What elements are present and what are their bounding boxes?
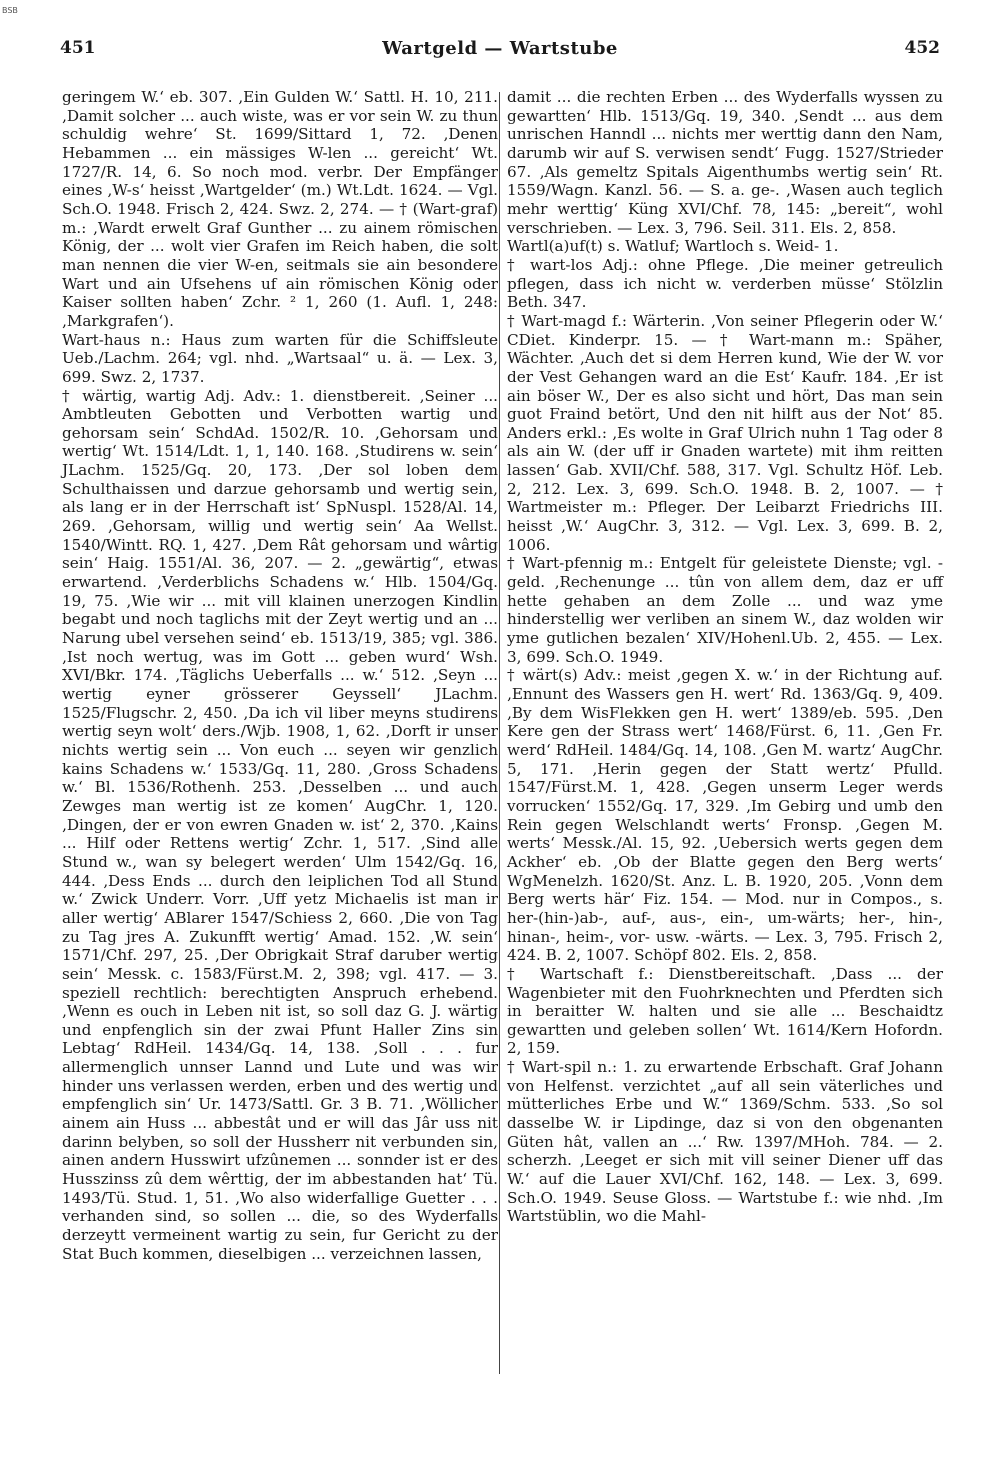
entry-paragraph: † Wartschaft f.: Dienstbereitschaft. ‚Dass ... der Wagenbieter mit den Fuohrknechten und Pferdten sich in beraitter W. halten und sie alle ... Beschaidtz gewartten und geleben sollen‘ Wt. 1614/Kern Hofordn. 2, 159. — [507, 964, 943, 1058]
entry-paragraph: damit ... die rechten Erben ... des Wyderfalls wyssen zu gewartten‘ Hlb. 1513/Gq. 19, 340. ‚Sendt ... aus dem unrischen Hanndl ... nichts mer werttig dann den Nam, darumb wir auf S. verwisen sendt‘ Fugg. 1527/Strieder 67. ‚Als gemeltz Spitals Aigenthumbs wertig sein‘ Rt. 1559/Wagn. Kanzl. 56. — S. a. ge-. ‚Wasen auch teglich mehr werttig‘ Küng XVI/Chf. 78, 145: „bereit“, wohl verschrieben. — Lex. 3, 796. Seil. 311. Els. 2, 858. — [507, 88, 943, 237]
page-header — [60, 38, 940, 68]
page-number-left: 451 — [60, 38, 96, 58]
entry-paragraph: Wartl(a)uf(t) s. Watluf; Wartloch s. Weid- 1. — [507, 237, 839, 256]
library-mark: BSB — [2, 6, 18, 15]
entry-paragraph: † wärt(s) Adv.: meist ‚gegen X. w.‘ in der Richtung auf. ‚Ennunt des Wassers gen H. wert‘ Rd. 1363/Gq. 9, 409. ‚By dem WisFlekken gen H. wert‘ 1389/eb. 595. ‚Den Kere gen der Strass wert‘ 1468/Fürst. 6, 11. ‚Gen Fr. werd‘ RdHeil. 1484/Gq. 14, 108. ‚Gen M. wartz‘ AugChr. 5, 171. ‚Herin gegen der Statt wertz‘ Pfulld. 1547/Fürst.M. 1, 428. ‚Gegen unserm Leger werds vorrucken‘ 1552/Gq. 17, 329. ‚Im Gebirg und umb den Rein gegen Welschlandt werts‘ Fronsp. ‚Gegen M. werts‘ Messk./Al. 15, 92. ‚Uebersich werts gegen dem Ackher‘ eb. ‚Ob der Blatte gegen den Berg werts‘ WgMenelzh. 1620/St. Anz. L. B. 1920, 205. ‚Vonn dem Berg werts här‘ Fiz. 154. — Mod. nur in Compos., s. her-(hin-)ab-, auf-, aus-, ein-, um-wärts; her-, hin-, hinan-, heim-, vor- usw. -wärts. — Lex. 3, 795. Frisch 2, 424. B. 2, 1007. Schöpf 802. Els. 2, 858. — [507, 666, 943, 965]
entry-paragraph: † Wart-magd f.: Wärterin. ‚Von seiner Pflegerin oder W.‘ CDiet. Kinderpr. 15. — † Wart-mann m.: Späher, Wächter. ‚Auch det si dem Herren kund, Wie der W. vor der Vest Gehangen ward an die Est‘ Kaufr. 184. ‚Er ist ain böser W., Der es also sicht und hört, Das man sein guot Fraind betört, Und den nit hilft aus der Not‘ 85. Anders erkl.: ‚Es wolte in Graf Ulrich nuhn 1 Tag oder 8 als ain W. (der uff ir Gnaden wartete) mit ihm reitten lassen‘ Gab. XVII/Chf. 588, 317. Vgl. Schultz Höf. Leb. 2, 212. Lex. 3, 699. Sch.O. 1948. B. 2, 1007. — † Wartmeister m.: Pfleger. Der Leibarzt Friedrichs III. heisst ‚W.‘ AugChr. 3, 312. — Vgl. Lex. 3, 699. B. 2, 1006. — [507, 311, 943, 554]
page-number-right: 452 — [904, 38, 940, 58]
entry-paragraph: † Wart-spil n.: 1. zu erwartende Erbschaft. Graf Johann von Helfenst. verzichtet „auf all sein väterliches und mütterliches Erbe und W.“ 1369/Schm. 533. ‚So sol dasselbe W. ir Lipdinge, daz si von den obgenanten Güten hât, vallen an ...‘ Rw. 1397/MHoh. 784. — 2. scherzh. ‚Leeget er sich mit vill seiner Diener uff das W.‘ auf die Lauer XVI/Chf. 162, 148. — Lex. 3, 699. Sch.O. 1949. Seuse Gloss. — Wartstube f.: wie nhd. ‚Im Wartstüblin, wo die Mahl- — [507, 1058, 943, 1226]
running-title: Wartgeld — Wartstube — [382, 38, 618, 59]
entry-paragraph: Wart-haus n.: Haus zum warten für die Schiffsleute Ueb./Lachm. 264; vgl. nhd. „Wartsaal“ u. ä. — Lex. 3, 699. Swz. 2, 1737. — [62, 330, 498, 386]
column-divider — [499, 92, 500, 1374]
left-column — [62, 88, 498, 1263]
right-column — [507, 88, 943, 1226]
entry-paragraph: † wart-los Adj.: ohne Pflege. ‚Die meiner getreulich pflegen, dass ich nicht w. verderben müsse‘ Stölzlin Beth. 347. — [507, 255, 943, 312]
entry-paragraph: † wärtig, wartig Adj. Adv.: 1. dienstbereit. ‚Seiner ... Ambtleuten Gebotten und Verbotten wartig und gehorsam sein‘ SchdAd. 1502/R. 10. ‚Gehorsam und wertig‘ Wt. 1514/Ldt. 1, 1, 140. 168. ‚Studirens w. sein‘ JLachm. 1525/Gq. 20, 173. ‚Der sol loben dem Schulthaissen und darzue gehorsamb und wertig sein, als lang er in der Herrschaft ist‘ SpNuspl. 1528/Al. 14, 269. ‚Gehorsam, willig und wertig sein‘ Aa Wellst. 1540/Wintt. RQ. 1, 427. ‚Dem Rât gehorsam und wârtig sein‘ Haig. 1551/Al. 36, 207. — 2. „gewärtig“, etwas erwartend. ‚Verderblichs Schadens w.‘ Hlb. 1504/Gq. 19, 75. ‚Wie wir ... mit vill klainen unerzogen Kindlin begabt und noch taglichs mit der Zeyt wertig und an ... Narung ubel versehen seind‘ eb. 1513/19, 385; vgl. 386. ‚Ist noch wertug, was im Gott ... geben wurd‘ Wsh. XVI/Bkr. 174. ‚Täglichs Ueberfalls ... w.‘ 512. ‚Seyn ... wertig eyner grösserer Geyssell‘ JLachm. 1525/Flugschr. 2, 450. ‚Da ich vil liber meyns studirens wertig seyn wolt‘ ders./Wjb. 1908, 1, 62. ‚Dorft ir unser nichts wertig sein ... Von euch ... seyen wir genzlich kains Schadens w.‘ 1533/Gq. 11, 280. ‚Gross Schadens w.‘ Bl. 1536/Rothenh. 253. ‚Desselben ... und auch Zewges man wertig ist ze komen‘ AugChr. 1, 120. ‚Dingen, der er von ewren Gnaden w. ist‘ 2, 370. ‚Kains ... Hilf oder Rettens wertig‘ Zchr. 1, 517. ‚Sind alle Stund w., wan sy belegert werden‘ Ulm 1542/Gq. 16, 444. ‚Dess Ends ... durch den leiplichen Tod all Stund w.‘ Zwick Underr. Vorr. ‚Uff yetz Michaelis ist man ir aller wertig‘ ABlarer 1547/Schiess 2, 660. ‚Die von Tag zu Tag jres A. Zukunfft wertig‘ Amad. 152. ‚W. sein‘ 1571/Chf. 297, 25. ‚Der Obrigkait Straf daruber wertig sein‘ Messk. c. 1583/Fürst.M. 2, 398; vgl. 417. — 3. speziell rechtlich: berechtigten Anspruch erhebend. ‚Wenn es ouch in Leben nit ist, so soll daz G. J. wärtig und enpfenglich sin der zwai Pfunt Haller Zins sin Lebtag‘ RdHeil. 1434/Gq. 14, 138. ‚Soll . . . fur allermenglich unnser Lannd und Lute und was wir hinder uns verlassen werden, erben und des wertig und empfenglich sin‘ Ur. 1473/Sattl. Gr. 3 B. 71. ‚Wöllicher ainem ain Huss ... abbestât und er will das Jâr uss nit darinn belyben, so soll der Hussherr nit verbunden sin, ainen andern Husswirt ufzûnemen ... sonnder ist er des Husszinss zû dem wêrttig, der im abbestanden hat‘ Tü. 1493/Tü. Stud. 1, 51. ‚Wo also widerfallige Guetter . . . verhanden sind, so sollen ... die, so des Wyderfalls derzeytt vermeinent wartig zu sein, fur Gericht zu der Stat Buch kommen, dieselbigen ... verzeichnen lassen, — [62, 386, 498, 1263]
entry-paragraph: † Wart-pfennig m.: Entgelt für geleistete Dienste; vgl. -geld. ‚Rechenunge ... tûn von allem dem, daz er uff hette gehaben an dem Zolle ... und waz yme hinderstellig wer verliben an sinem W., daz wolden wir yme gutlichen bezalen‘ XIV/Hohenl.Ub. 2, 455. — Lex. 3, 699. Sch.O. 1949. — [507, 554, 943, 666]
entry-paragraph: geringem W.‘ eb. 307. ‚Ein Gulden W.‘ Sattl. H. 10, 211. ‚Damit solcher ... auch wiste, was er vor sein W. zu thun schuldig wehre‘ St. 1699/Sittard 1, 72. ‚Denen Hebammen ... ein mässiges W-len ... gereicht‘ Wt. 1727/R. 14, 6. So noch mod. verbr. Der Empfänger eines ‚W-s‘ heisst ‚Wartgelder‘ (m.) Wt.Ldt. 1624. — Vgl. Sch.O. 1948. Frisch 2, 424. Swz. 2, 274. — † (Wart-graf) m.: ‚Wardt erwelt Graf Gunther ... zu ainem römischen König, der ... wolt vier Grafen im Reich haben, die solt man nennen die vier W-en, seitmals sie ain besondere Wart und ain Ufsehens uf ain römischen König oder Kaiser sollten haben‘ Zchr. ² 1, 260 (1. Aufl. 1, 248: ‚Markgrafen‘). — [62, 88, 498, 330]
